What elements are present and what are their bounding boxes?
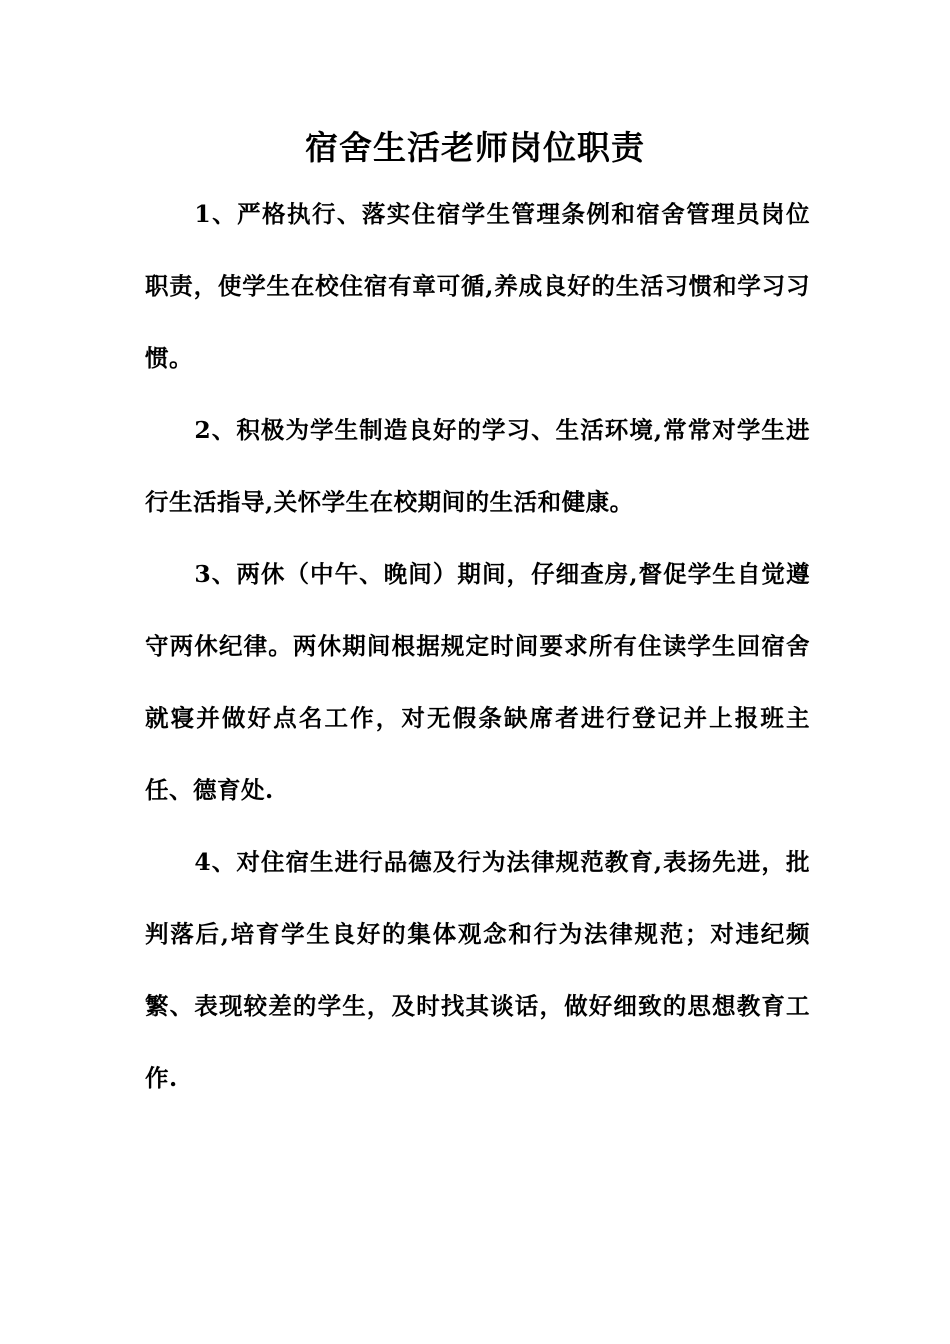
document-body xyxy=(145,178,810,1114)
document-title: 宿舍生活老师岗位职责 xyxy=(305,128,645,167)
paragraph-4: 4、对住宿生进行品德及行为法律规范教育,表扬先进，批判落后,培育学生良好的集体观念和行为法律规范；对违纪频繁、表现较差的学生，及时找其谈话，做好细致的思想教育工作. xyxy=(145,848,810,1092)
paragraph-2: 2、积极为学生制造良好的学习、生活环境,常常对学生进行生活指导,关怀学生在校期间的生活和健康。 xyxy=(145,416,810,516)
paragraph-1: 1、严格执行、落实住宿学生管理条例和宿舍管理员岗位职责，使学生在校住宿有章可循,养成良好的生活习惯和学习习惯。 xyxy=(145,200,810,372)
paragraph-3: 3、两休（中午、晚间）期间，仔细查房,督促学生自觉遵守两休纪律。两休期间根据规定时间要求所有住读学生回宿舍就寝并做好点名工作，对无假条缺席者进行登记并上报班主任、德育处. xyxy=(145,560,810,804)
